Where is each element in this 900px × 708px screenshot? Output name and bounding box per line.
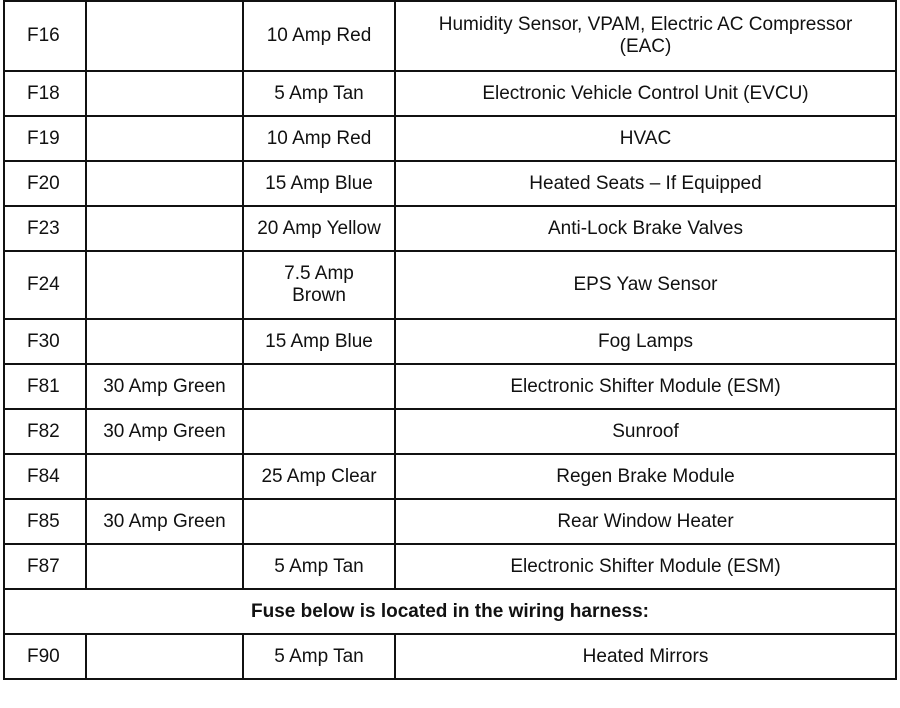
- mini-fuse-cell: [243, 364, 395, 409]
- mini-fuse-cell: 7.5 Amp Brown: [243, 251, 395, 319]
- description-cell: Heated Seats – If Equipped: [395, 161, 896, 206]
- description-cell: Rear Window Heater: [395, 499, 896, 544]
- fuse-id-cell: F24: [4, 251, 86, 319]
- cartridge-fuse-cell: 30 Amp Green: [86, 364, 243, 409]
- fuse-id-cell: F18: [4, 71, 86, 116]
- fuse-id-cell: F30: [4, 319, 86, 364]
- table-row: [4, 1, 896, 71]
- fuse-table: [3, 0, 897, 680]
- fuse-id-cell: F23: [4, 206, 86, 251]
- mini-fuse-cell: 5 Amp Tan: [243, 634, 395, 679]
- harness-note: Fuse below is located in the wiring harness:: [4, 589, 896, 634]
- cartridge-fuse-cell: [86, 71, 243, 116]
- mini-fuse-cell: 5 Amp Tan: [243, 71, 395, 116]
- table-row: [4, 634, 896, 679]
- description-cell: EPS Yaw Sensor: [395, 251, 896, 319]
- table-row: [4, 364, 896, 409]
- mini-fuse-cell: 15 Amp Blue: [243, 161, 395, 206]
- description-cell: Fog Lamps: [395, 319, 896, 364]
- table-row: [4, 409, 896, 454]
- description-cell: Electronic Vehicle Control Unit (EVCU): [395, 71, 896, 116]
- mini-fuse-cell: [243, 409, 395, 454]
- table-row: [4, 251, 896, 319]
- table-row: [4, 499, 896, 544]
- cartridge-fuse-cell: [86, 319, 243, 364]
- mini-fuse-cell: 10 Amp Red: [243, 1, 395, 71]
- cartridge-fuse-cell: 30 Amp Green: [86, 409, 243, 454]
- fuse-id-cell: F81: [4, 364, 86, 409]
- table-row: [4, 206, 896, 251]
- fuse-id-cell: F82: [4, 409, 86, 454]
- mini-fuse-cell: 10 Amp Red: [243, 116, 395, 161]
- fuse-id-cell: F87: [4, 544, 86, 589]
- fuse-id-cell: F85: [4, 499, 86, 544]
- cartridge-fuse-cell: [86, 454, 243, 499]
- table-row: [4, 71, 896, 116]
- cartridge-fuse-cell: [86, 544, 243, 589]
- table-row: [4, 544, 896, 589]
- table-row: [4, 161, 896, 206]
- description-cell: Electronic Shifter Module (ESM): [395, 364, 896, 409]
- description-cell: Heated Mirrors: [395, 634, 896, 679]
- cartridge-fuse-cell: [86, 116, 243, 161]
- table-row: [4, 454, 896, 499]
- fuse-id-cell: F19: [4, 116, 86, 161]
- mini-fuse-cell: [243, 499, 395, 544]
- cartridge-fuse-cell: [86, 161, 243, 206]
- description-cell: Anti-Lock Brake Valves: [395, 206, 896, 251]
- cartridge-fuse-cell: [86, 1, 243, 71]
- cartridge-fuse-cell: [86, 251, 243, 319]
- description-cell: HVAC: [395, 116, 896, 161]
- mini-fuse-cell: 5 Amp Tan: [243, 544, 395, 589]
- description-cell: Electronic Shifter Module (ESM): [395, 544, 896, 589]
- table-row: [4, 116, 896, 161]
- cartridge-fuse-cell: 30 Amp Green: [86, 499, 243, 544]
- fuse-id-cell: F16: [4, 1, 86, 71]
- cartridge-fuse-cell: [86, 634, 243, 679]
- mini-fuse-cell: 25 Amp Clear: [243, 454, 395, 499]
- fuse-id-cell: F84: [4, 454, 86, 499]
- table-row: [4, 319, 896, 364]
- description-cell: Humidity Sensor, VPAM, Electric AC Compressor (EAC): [395, 1, 896, 71]
- fuse-id-cell: F20: [4, 161, 86, 206]
- description-cell: Regen Brake Module: [395, 454, 896, 499]
- harness-note-row: [4, 589, 896, 634]
- mini-fuse-cell: 20 Amp Yellow: [243, 206, 395, 251]
- description-cell: Sunroof: [395, 409, 896, 454]
- fuse-id-cell: F90: [4, 634, 86, 679]
- cartridge-fuse-cell: [86, 206, 243, 251]
- mini-fuse-cell: 15 Amp Blue: [243, 319, 395, 364]
